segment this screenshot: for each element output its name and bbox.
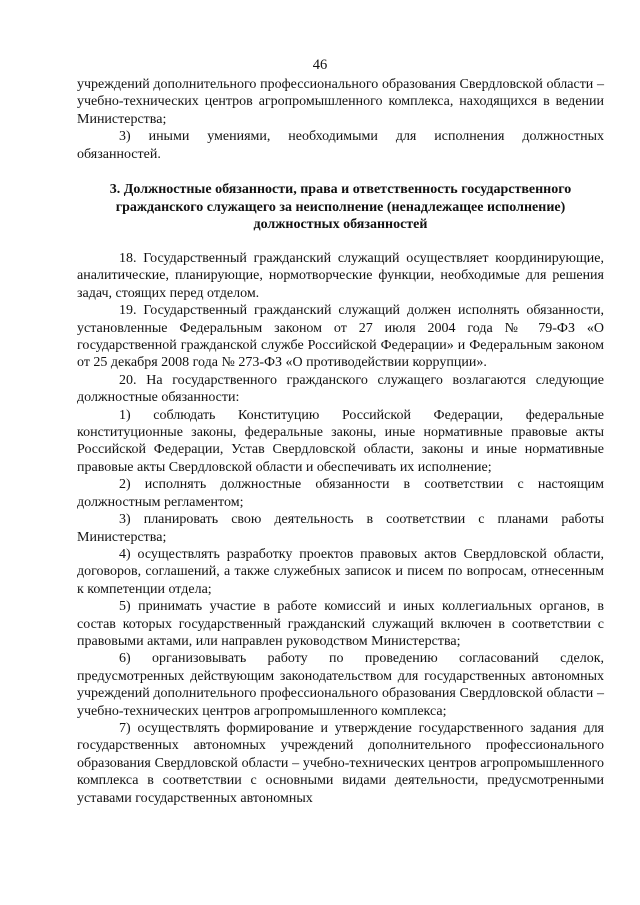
- main-text-block: [77, 250, 604, 807]
- duty-item-2: 2) исполнять должностные обязанности в соответствии с настоящим должностным регламентом;: [77, 477, 604, 510]
- section-heading-line-3: должностных обязанностей: [253, 217, 428, 233]
- duty-item-1: 1) соблюдать Конституцию Российской Федерации, федеральные конституционные законы, федеральные законы, иные нормативные правовые акты Российской Федерации, Устав Свердловской области, законы и иные нормативные правовые акты Свердловской области и обеспечивать их исполнение;: [77, 407, 604, 475]
- paragraph-20: 20. На государственного гражданского служащего возлагаются следующие должностные обязанности:: [77, 372, 604, 406]
- paragraph-19: 19. Государственный гражданский служащий должен исполнять обязанности, установленные Федеральным законом от 27 июля 2004 года № 79-ФЗ «О государственной гражданской службе Российской Федерации» и Федеральным законом от 25 декабря 2008 года № 273-ФЗ «О противодействии коррупции».: [77, 303, 604, 371]
- duty-item-3: 3) планировать свою деятельность в соответствии с планами работы Министерства;: [77, 512, 604, 545]
- duty-item-5: 5) принимать участие в работе комиссий и иных коллегиальных органов, в состав которых государственный гражданский служащий включен в соответствии с правовыми актами, или направлен руководством Министерства;: [77, 599, 604, 649]
- section-heading-line-1: 3. Должностные обязанности, права и ответственность государственного: [109, 182, 572, 197]
- duty-item-6: 6) организовывать работу по проведению согласований сделок, предусмотренных действующим законодательством для государственных автономных учреждений дополнительного профессионального образования Свердловской области – учебно-технических центров агропромышленного комплекса;: [77, 651, 604, 719]
- duty-item-7: 7) осуществлять формирование и утверждение государственного задания для государственных автономных учреждений дополнительного профессионального образования Свердловской области – учебно-технических центров агропромышленного комплекса в соответствии с основными видами деятельности, предусмотренными уставами государственных автономных: [77, 720, 604, 806]
- top-text-block: [77, 76, 604, 163]
- section-heading: [77, 181, 604, 234]
- page-number: 46: [312, 57, 328, 73]
- paragraph-continuation: учреждений дополнительного профессионального образования Свердловской области – учебно-технических центров агропромышленного комплекса, находящихся в ведении Министерства;: [77, 77, 604, 127]
- paragraph-18: 18. Государственный гражданский служащий осуществляет координирующие, аналитические, планирующие, нормотворческие функции, необходимые для решения задач, стоящих перед отделом.: [77, 251, 604, 301]
- duty-item-4: 4) осуществлять разработку проектов правовых актов Свердловской области, договоров, соглашений, а также служебных записок и писем по вопросам, отнесенным к компетенции отдела;: [77, 546, 604, 597]
- paragraph-item-3: 3) иными умениями, необходимыми для исполнения должностных обязанностей.: [77, 129, 604, 162]
- section-heading-line-2: гражданского служащего за неисполнение (ненадлежащее исполнение): [115, 199, 566, 215]
